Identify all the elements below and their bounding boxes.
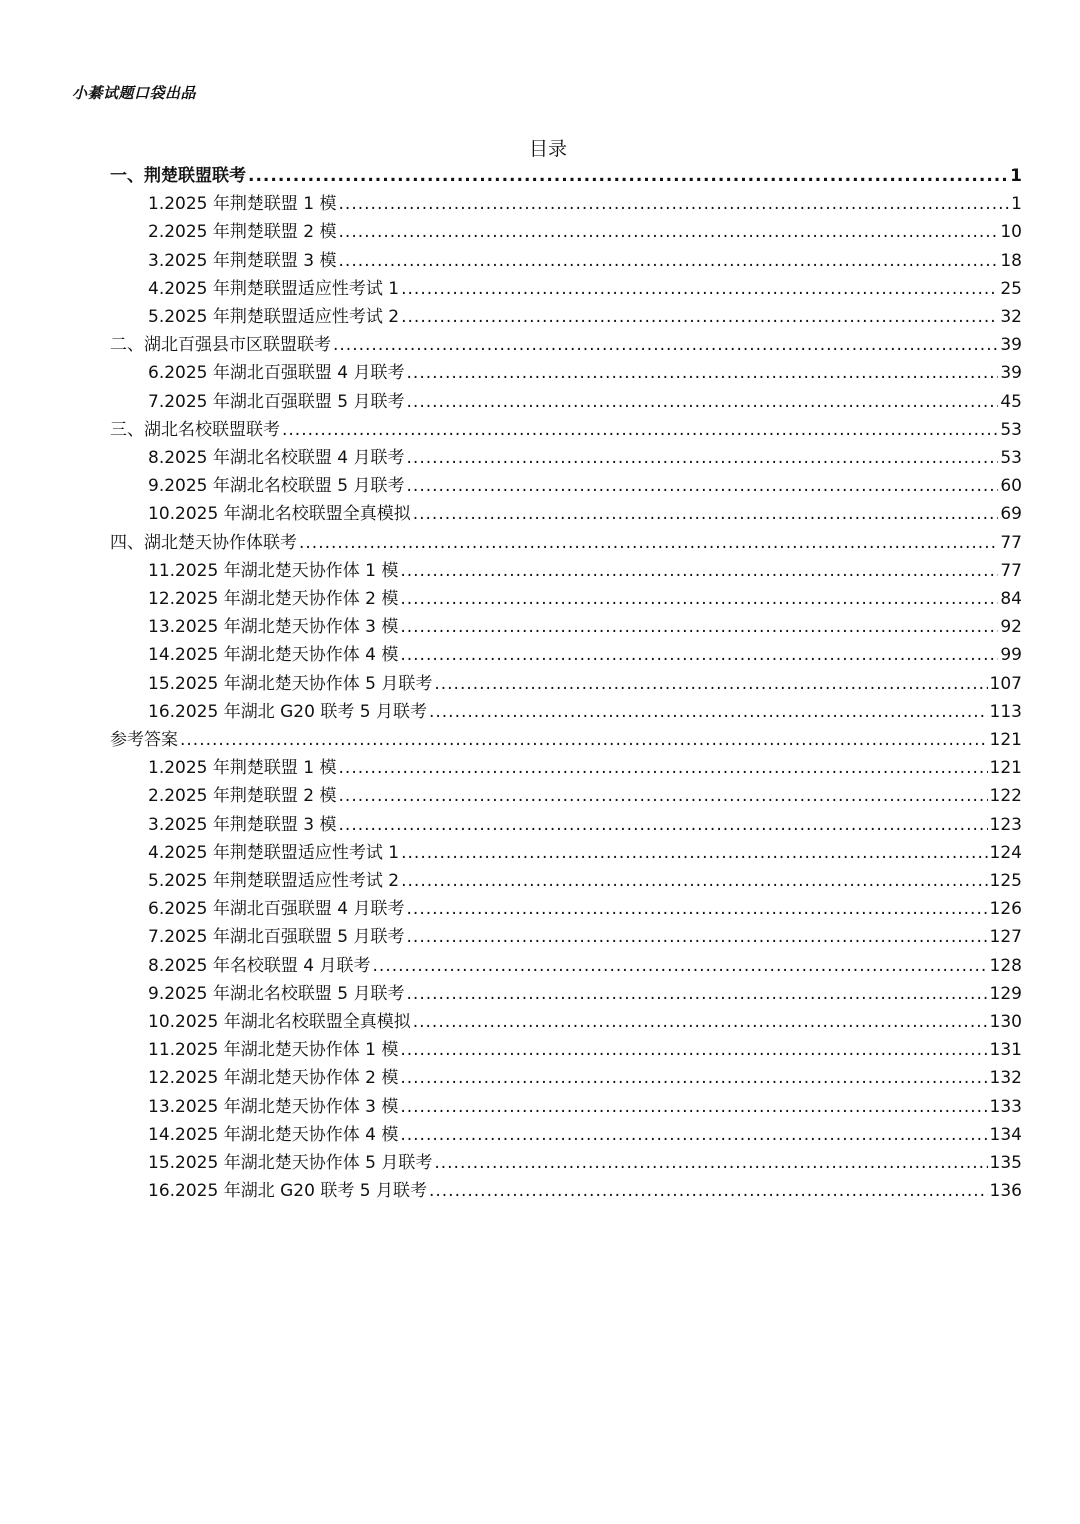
toc-entry[interactable] [148,388,1022,416]
toc-page-number: 131 [989,1040,1022,1061]
toc-entry[interactable] [148,444,1022,472]
toc-entry[interactable] [148,980,1022,1008]
toc-entry[interactable] [148,641,1022,669]
toc-entry-label: 6.2025 年湖北百强联盟 4 月联考 [148,899,405,920]
toc-entry-label: 10.2025 年湖北名校联盟全真模拟 [148,1012,411,1032]
toc-page-number: 127 [989,927,1022,948]
toc-entry-label: 8.2025 年湖北名校联盟 4 月联考 [148,448,405,468]
toc-entry-label: 8.2025 年名校联盟 4 月联考 [148,955,371,976]
toc-dot-leader [401,303,998,331]
toc-entry[interactable] [148,500,1022,528]
toc-page-number: 126 [989,899,1022,920]
toc-entry[interactable] [148,782,1022,810]
toc-entry-label: 15.2025 年湖北楚天协作体 5 月联考 [148,673,433,694]
toc-dot-leader [400,1121,987,1149]
toc-page-number: 1 [1011,194,1022,215]
toc-dot-leader [400,557,998,585]
toc-section-entry[interactable] [110,331,1022,359]
toc-dot-leader [413,500,999,528]
toc-page-number: 121 [989,730,1022,750]
toc-dot-leader [429,1177,988,1205]
toc-page-number: 69 [1000,504,1022,525]
toc-page-number: 39 [1000,335,1022,356]
toc-page-number: 53 [1000,419,1022,440]
toc-dot-leader [180,726,988,754]
toc-page-number: 1 [1010,166,1022,186]
toc-dot-leader [413,1008,988,1036]
toc-page-number: 129 [989,983,1022,1004]
toc-entry-label: 11.2025 年湖北楚天协作体 1 模 [148,560,399,581]
toc-page-number: 113 [989,701,1022,722]
toc-dot-leader [333,331,998,359]
toc-entry[interactable] [148,698,1022,726]
toc-dot-leader [401,275,998,303]
toc-entry[interactable] [148,1177,1022,1205]
toc-entry[interactable] [148,1008,1022,1036]
toc-dot-leader [407,472,999,500]
toc-dot-leader [373,952,988,980]
toc-dot-leader [429,698,988,726]
toc-page-number: 132 [989,1068,1022,1089]
toc-dot-leader [400,1093,987,1121]
toc-entry-label: 1.2025 年荆楚联盟 1 模 [148,758,337,779]
toc-dot-leader [339,247,999,275]
toc-page-number: 123 [989,814,1022,835]
toc-entry-label: 12.2025 年湖北楚天协作体 2 模 [148,1068,399,1089]
toc-entry[interactable] [148,472,1022,500]
toc-dot-leader [434,670,987,698]
toc-section-entry[interactable] [110,529,1022,557]
toc-page-number: 18 [1000,250,1022,271]
toc-entry-label: 14.2025 年湖北楚天协作体 4 模 [148,1124,399,1145]
toc-page-number: 134 [989,1124,1022,1145]
toc-dot-leader [434,1149,987,1177]
toc-entry[interactable] [148,303,1022,331]
toc-page-number: 10 [1000,222,1022,243]
toc-entry[interactable] [148,895,1022,923]
toc-entry-label: 1.2025 年荆楚联盟 1 模 [148,194,337,215]
toc-entry-label: 14.2025 年湖北楚天协作体 4 模 [148,645,399,666]
toc-entry[interactable] [148,1036,1022,1064]
toc-entry[interactable] [148,670,1022,698]
toc-entry-label: 9.2025 年湖北名校联盟 5 月联考 [148,983,405,1004]
toc-page-number: 135 [989,1153,1022,1173]
toc-dot-leader [400,585,998,613]
toc-entry-label: 10.2025 年湖北名校联盟全真模拟 [148,504,411,525]
toc-entry[interactable] [148,839,1022,867]
toc-entry[interactable] [148,613,1022,641]
toc-page-number: 84 [1000,589,1022,609]
toc-entry-label: 16.2025 年湖北 G20 联考 5 月联考 [148,701,427,722]
toc-dot-leader [282,416,998,444]
toc-entry-label: 15.2025 年湖北楚天协作体 5 月联考 [148,1153,433,1173]
toc-page-number: 121 [989,758,1022,779]
toc-dot-leader [339,811,988,839]
toc-entry-label: 5.2025 年荆楚联盟适应性考试 2 [148,307,400,327]
toc-entry-label: 11.2025 年湖北楚天协作体 1 模 [148,1040,399,1061]
toc-dot-leader [407,895,988,923]
toc-dot-leader [400,613,998,641]
header-brand-text: 小綦试题口袋出品 [72,84,197,102]
toc-entry-label: 四、湖北楚天协作体联考 [110,532,297,553]
toc-page-number: 136 [989,1181,1022,1202]
toc-entry-label: 3.2025 年荆楚联盟 3 模 [148,250,337,271]
toc-entry[interactable] [148,1064,1022,1092]
toc-entry[interactable] [148,952,1022,980]
toc-entry[interactable] [148,275,1022,303]
toc-section-entry[interactable] [110,726,1022,754]
toc-section-entry[interactable] [110,416,1022,444]
toc-page-number: 128 [989,955,1022,976]
toc-entry-label: 三、湖北名校联盟联考 [110,419,280,440]
toc-page-number: 133 [989,1096,1022,1117]
toc-title: 目录 [528,138,567,160]
toc-entry-label: 6.2025 年湖北百强联盟 4 月联考 [148,363,405,384]
toc-entry[interactable] [148,585,1022,613]
toc-section-entry[interactable] [110,162,1022,190]
toc-entry-label: 3.2025 年荆楚联盟 3 模 [148,814,337,835]
toc-page-number: 122 [989,786,1022,807]
toc-dot-leader [407,980,988,1008]
toc-entry-label: 5.2025 年荆楚联盟适应性考试 2 [148,871,400,891]
toc-entry[interactable] [148,923,1022,951]
toc-entry-label: 参考答案 [110,730,178,750]
toc-entry[interactable] [148,1093,1022,1121]
toc-page-number: 107 [989,673,1022,694]
toc-entry-label: 7.2025 年湖北百强联盟 5 月联考 [148,927,405,948]
toc-page-number: 45 [1000,391,1022,412]
toc-entry-label: 4.2025 年荆楚联盟适应性考试 1 [148,842,400,863]
toc-dot-leader [401,839,987,867]
toc-entry[interactable] [148,190,1022,218]
toc-entry-label: 13.2025 年湖北楚天协作体 3 模 [148,617,399,638]
toc-entry[interactable] [148,247,1022,275]
toc-entry[interactable] [148,754,1022,782]
toc-page-number: 53 [1000,448,1022,468]
toc-entry-label: 7.2025 年湖北百强联盟 5 月联考 [148,391,405,412]
toc-dot-leader [400,1036,987,1064]
toc-entry-label: 16.2025 年湖北 G20 联考 5 月联考 [148,1181,427,1202]
toc-page-number: 124 [989,842,1022,863]
toc-entry-label: 2.2025 年荆楚联盟 2 模 [148,786,337,807]
toc-page-number: 77 [1000,560,1022,581]
toc-dot-leader [400,1064,987,1092]
toc-dot-leader [407,388,999,416]
toc-dot-leader [401,867,987,895]
toc-entry-label: 9.2025 年湖北名校联盟 5 月联考 [148,476,405,497]
toc-dot-leader [299,529,998,557]
toc-entry-label: 13.2025 年湖北楚天协作体 3 模 [148,1096,399,1117]
toc-dot-leader [248,162,1008,190]
toc-page-number: 77 [1000,532,1022,553]
toc-entry[interactable] [148,557,1022,585]
toc-page-number: 32 [1000,307,1022,327]
toc-dot-leader [339,782,988,810]
toc-dot-leader [407,923,988,951]
toc-page-number: 99 [1000,645,1022,666]
toc-dot-leader [339,218,999,246]
toc-page-number: 39 [1000,363,1022,384]
toc-entry[interactable] [148,1149,1022,1177]
toc-page-number: 125 [989,871,1022,891]
toc-page-number: 130 [989,1012,1022,1032]
toc-entry-label: 二、湖北百强县市区联盟联考 [110,335,331,356]
toc-entry[interactable] [148,811,1022,839]
toc-entry[interactable] [148,359,1022,387]
toc-page-number: 60 [1000,476,1022,497]
toc-entry-label: 12.2025 年湖北楚天协作体 2 模 [148,589,399,609]
toc-entry[interactable] [148,867,1022,895]
toc-page-number: 92 [1000,617,1022,638]
toc-dot-leader [339,190,1010,218]
toc-entry[interactable] [148,218,1022,246]
toc-entry[interactable] [148,1121,1022,1149]
toc-entry-label: 一、荆楚联盟联考 [110,166,246,186]
toc-dot-leader [407,444,999,472]
toc-page-number: 25 [1000,278,1022,299]
toc-entry-label: 4.2025 年荆楚联盟适应性考试 1 [148,278,400,299]
toc-dot-leader [407,359,999,387]
toc-dot-leader [400,641,998,669]
toc-dot-leader [339,754,988,782]
toc-entry-label: 2.2025 年荆楚联盟 2 模 [148,222,337,243]
